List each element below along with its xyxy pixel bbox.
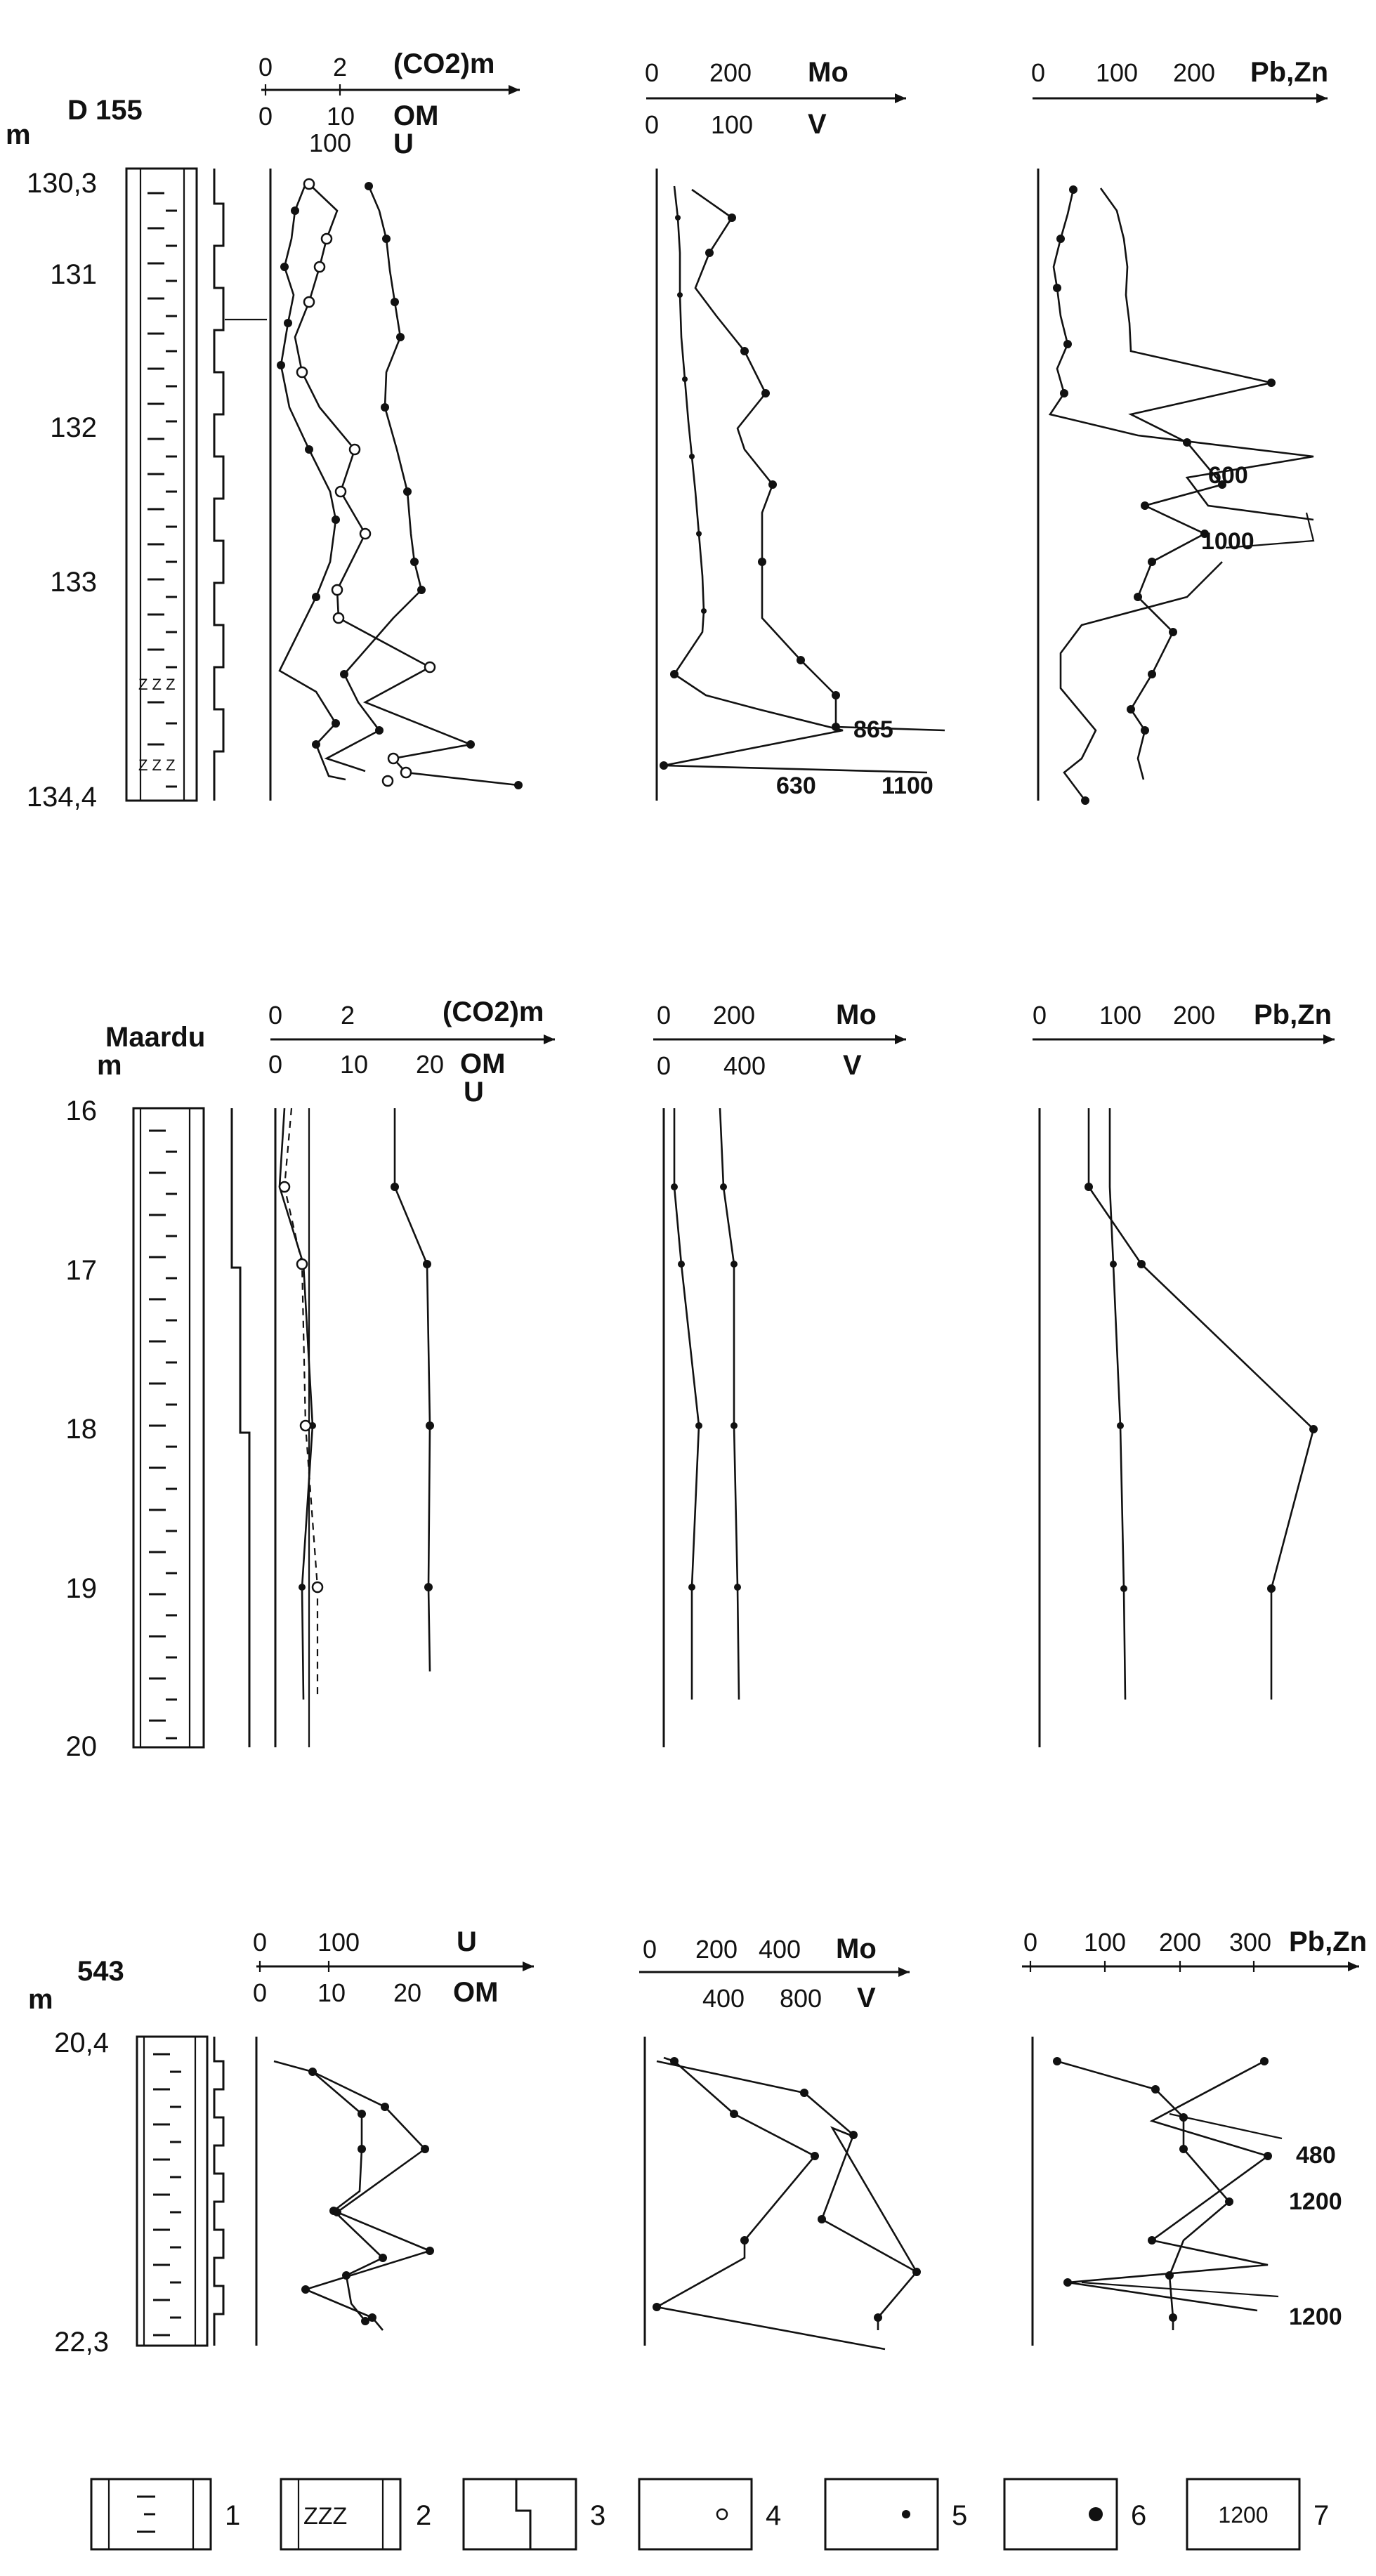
axis-tick-label: 200 xyxy=(1172,1001,1216,1030)
axis-title-pbzn: Pb,Zn xyxy=(1289,1926,1368,1957)
series-u-d155 xyxy=(327,186,421,771)
axis-tick-label: 0 xyxy=(1032,1001,1047,1030)
axis-tick-label: 10 xyxy=(326,102,355,131)
legend-item-4 xyxy=(639,2479,781,2549)
axis-title-om: OM xyxy=(393,100,439,131)
series-co2-d155 xyxy=(280,184,346,780)
lithology-column xyxy=(137,2037,223,2346)
series-om-d155 xyxy=(295,184,518,785)
axis-title-v: V xyxy=(808,109,827,140)
depth-label: 134,4 xyxy=(26,782,97,813)
overflow-value-label: 600 xyxy=(1208,462,1248,489)
depth-label: 19 xyxy=(65,1573,97,1604)
overflow-value-label: 1000 xyxy=(1201,528,1254,555)
axis-tick-label: 0 xyxy=(1023,1928,1038,1957)
series-v-543 xyxy=(657,2061,917,2330)
legend-number: 3 xyxy=(590,2500,606,2531)
legend-item-3 xyxy=(464,2479,605,2549)
axis-tick-label: 100 xyxy=(308,129,352,157)
lithology-dashes xyxy=(153,2054,181,2335)
overflow-value-label: 630 xyxy=(776,773,816,799)
small-dot-icon xyxy=(902,2510,910,2518)
axis-title-mo: Mo xyxy=(808,57,848,88)
axis-tick-label: 800 xyxy=(779,1984,823,2013)
col3-axes xyxy=(1033,1034,1335,1747)
open-points-maardu xyxy=(280,1182,322,1592)
well-label: Maardu xyxy=(105,1022,206,1053)
axis-tick-label: 0 xyxy=(656,1001,671,1030)
col2-axes xyxy=(646,93,906,801)
axis-tick-label: 2 xyxy=(332,53,348,81)
series-v-d155 xyxy=(664,186,927,773)
legend-glyph: 1200 xyxy=(1218,2502,1269,2528)
depth-label: 132 xyxy=(50,412,97,443)
series-v-maardu xyxy=(720,1108,739,1700)
axis-title-v: V xyxy=(843,1050,862,1081)
well-label: 543 xyxy=(77,1956,124,1987)
legend-item-6 xyxy=(1004,2479,1146,2549)
lithology-dashes xyxy=(149,1131,177,1738)
legend xyxy=(91,2479,1329,2549)
axis-title-mo: Mo xyxy=(836,999,877,1030)
overflow-value-label: 1200 xyxy=(1289,2188,1342,2215)
axis-tick-label: 300 xyxy=(1228,1928,1272,1957)
axis-tick-label: 200 xyxy=(1158,1928,1202,1957)
col1-axes xyxy=(256,1961,534,2346)
axis-tick-label: 200 xyxy=(709,58,752,87)
axis-tick-label: 100 xyxy=(710,110,754,139)
depth-label: 130,3 xyxy=(26,168,97,199)
legend-number: 5 xyxy=(952,2500,968,2531)
col3-axes xyxy=(1033,93,1328,801)
axis-tick-label: 100 xyxy=(1095,58,1139,87)
depth-label: 18 xyxy=(65,1414,97,1445)
depth-label: 17 xyxy=(65,1255,97,1286)
axis-title-u: U xyxy=(393,129,414,159)
axis-title-om: OM xyxy=(453,1977,499,2008)
col1-axes xyxy=(270,1034,555,1747)
axis-title-u: U xyxy=(464,1077,484,1108)
axis-tick-label: 20 xyxy=(393,1978,422,2007)
axis-tick-label: 200 xyxy=(695,1935,738,1964)
series-mo2-543 xyxy=(832,2128,917,2272)
axis-title-co2: (CO2)m xyxy=(443,997,544,1027)
axis-tick-label: 0 xyxy=(258,53,273,81)
well-label: D 155 xyxy=(67,95,143,126)
axis-title-mo: Mo xyxy=(836,1933,877,1964)
series-co2-maardu xyxy=(280,1108,313,1700)
legend-number: 2 xyxy=(416,2500,432,2531)
depth-label: 133 xyxy=(50,567,97,598)
axis-tick-label: 0 xyxy=(258,102,273,131)
axis-tick-label: 400 xyxy=(723,1051,766,1080)
large-dot-icon xyxy=(1089,2507,1103,2521)
axis-tick-label: 0 xyxy=(656,1051,671,1080)
legend-number: 6 xyxy=(1131,2500,1147,2531)
axis-tick-label: 400 xyxy=(758,1935,801,1964)
axis-tick-label: 100 xyxy=(317,1928,360,1957)
col1-axes xyxy=(261,84,520,801)
depth-label: 22,3 xyxy=(54,2327,109,2358)
series-pb-maardu xyxy=(1089,1108,1313,1700)
series-zn-maardu xyxy=(1110,1108,1125,1700)
axis-title-v: V xyxy=(857,1983,876,2013)
series-mo-maardu xyxy=(674,1108,699,1700)
axis-tick-label: 200 xyxy=(1172,58,1216,87)
series-u-maardu xyxy=(284,1108,317,1700)
series-om-543 xyxy=(306,2072,430,2330)
overflow-value-label: 865 xyxy=(853,716,893,743)
axis-tick-label: 0 xyxy=(252,1978,268,2007)
legend-number: 7 xyxy=(1313,2500,1330,2531)
axis-tick-label: 200 xyxy=(712,1001,756,1030)
series-pb-d155 xyxy=(1050,190,1313,520)
open-circle-icon xyxy=(717,2509,727,2519)
lithology-column xyxy=(133,1108,249,1747)
legend-item-7 xyxy=(1187,2479,1329,2549)
depth-label: 131 xyxy=(50,259,97,290)
depth-unit-label: m xyxy=(6,119,31,150)
legend-item-1 xyxy=(91,2479,240,2549)
legend-item-5 xyxy=(825,2479,967,2549)
axis-title-pbzn: Pb,Zn xyxy=(1250,57,1329,88)
depth-label: 20,4 xyxy=(54,2028,109,2058)
axis-tick-label: 100 xyxy=(1099,1001,1142,1030)
axis-tick-label: 0 xyxy=(642,1935,657,1964)
axis-tick-label: 20 xyxy=(415,1050,445,1079)
depth-label: 16 xyxy=(65,1096,97,1126)
axis-tick-label: 10 xyxy=(339,1050,369,1079)
axis-tick-label: 2 xyxy=(340,1001,355,1030)
depth-unit-label: m xyxy=(28,1984,53,2015)
series-mo-d155 xyxy=(692,190,945,730)
data-points-d155 xyxy=(277,182,1276,805)
legend-glyph: ZZZ xyxy=(303,2503,348,2530)
panel-543 xyxy=(28,1926,1367,2358)
axis-tick-label: 0 xyxy=(268,1001,283,1030)
zzz-lithology-mark: Z Z Z xyxy=(138,756,176,774)
legend-number: 4 xyxy=(766,2500,782,2531)
panel-d155 xyxy=(6,48,1328,813)
axis-tick-label: 400 xyxy=(702,1984,745,2013)
axis-title-u: U xyxy=(457,1926,477,1957)
legend-number: 1 xyxy=(225,2500,241,2531)
data-points-maardu xyxy=(299,1183,1318,1593)
depth-label: 20 xyxy=(65,1731,97,1762)
axis-tick-label: 100 xyxy=(1083,1928,1127,1957)
axis-tick-label: 0 xyxy=(644,110,660,139)
overflow-value-label: 1100 xyxy=(882,773,933,799)
depth-unit-label: m xyxy=(97,1050,122,1081)
lithology-dashes xyxy=(148,193,177,787)
axis-tick-label: 0 xyxy=(1030,58,1046,87)
panel-maardu xyxy=(66,997,1335,1762)
series-pb-543 xyxy=(1057,2061,1229,2330)
series-mo-543 xyxy=(657,2058,885,2349)
legend-item-2 xyxy=(281,2479,431,2549)
axis-tick-label: 10 xyxy=(317,1978,346,2007)
overflow-value-label: 480 xyxy=(1296,2142,1336,2169)
overflow-value-label: 1200 xyxy=(1289,2304,1342,2330)
axis-title-co2: (CO2)m xyxy=(393,48,495,79)
axis-tick-label: 0 xyxy=(644,58,660,87)
axis-tick-label: 0 xyxy=(252,1928,268,1957)
axis-title-pbzn: Pb,Zn xyxy=(1254,999,1332,1030)
zzz-lithology-mark: Z Z Z xyxy=(138,676,176,693)
axis-tick-label: 0 xyxy=(268,1050,283,1079)
col2-axes xyxy=(639,1967,910,2346)
axis-title-om: OM xyxy=(460,1049,506,1079)
